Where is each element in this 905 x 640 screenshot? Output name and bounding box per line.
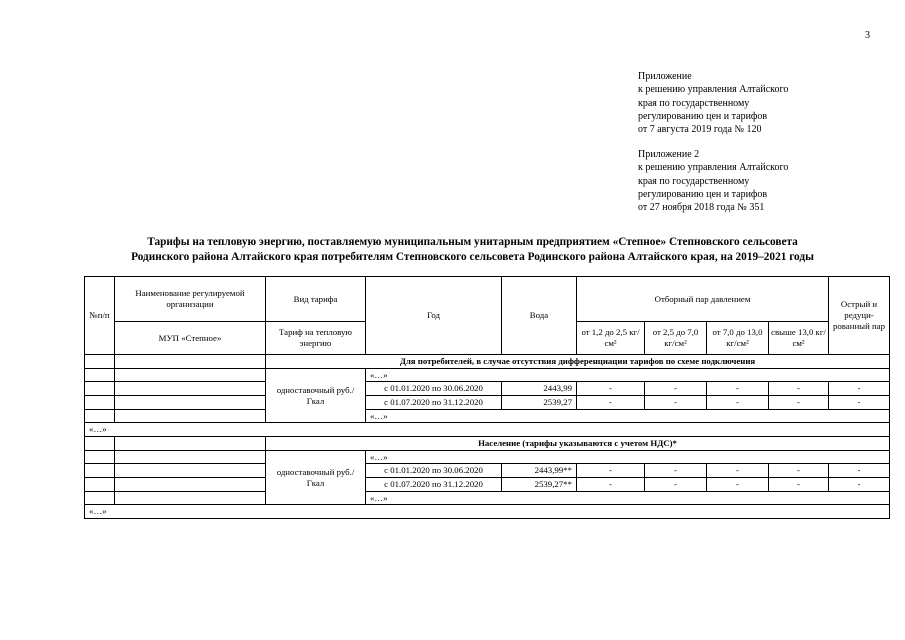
appendix-line: края по государственному — [638, 175, 750, 187]
header-steam-col-4: свыше 13,0 кг/см² — [769, 322, 829, 355]
steam-cell: - — [707, 478, 769, 492]
ellipsis-row — [85, 423, 890, 437]
document-title — [60, 235, 885, 265]
header-steam-col-2: от 2,5 до 7,0 кг/см² — [645, 322, 707, 355]
period-cell: с 01.07.2020 по 31.12.2020 — [366, 478, 502, 492]
sharp-cell: - — [829, 464, 890, 478]
appendix-line: от 7 августа 2019 года № 120 — [638, 124, 762, 136]
section-title-row — [85, 437, 890, 451]
tariff-table — [84, 276, 890, 519]
section-title: Для потребителей, в случае отсутствия дифференциации тарифов по схеме подключения — [266, 355, 890, 369]
steam-cell: - — [769, 382, 829, 396]
steam-cell: - — [707, 464, 769, 478]
water-cell: 2539,27** — [502, 478, 577, 492]
header-sharp-steam: Острый и редуци-рованный пар — [829, 277, 890, 355]
sharp-cell: - — [829, 478, 890, 492]
steam-cell: - — [645, 382, 707, 396]
steam-cell: - — [769, 464, 829, 478]
appendix-line: края по государственному — [638, 97, 750, 109]
org-name: МУП «Степное» — [115, 322, 266, 355]
appendix-line: регулированию цен и тарифов — [638, 188, 768, 200]
appendix-2-note — [638, 148, 788, 214]
header-num: №п/п — [85, 277, 115, 355]
water-cell: 2539,27 — [502, 396, 577, 410]
steam-cell: - — [577, 382, 645, 396]
table-row — [85, 451, 890, 464]
steam-cell: - — [707, 396, 769, 410]
header-tariff-type: Вид тарифа — [266, 277, 366, 322]
header-row — [85, 277, 890, 322]
ellipsis-cell: «…» — [85, 505, 890, 519]
org-tariff-type: Тариф на тепловую энергию — [266, 322, 366, 355]
steam-cell: - — [577, 396, 645, 410]
table-row — [85, 478, 890, 492]
appendix-line: Приложение 2 — [638, 149, 700, 160]
table-row — [85, 396, 890, 410]
ellipsis-cell: «…» — [85, 423, 890, 437]
header-steam-col-1: от 1,2 до 2,5 кг/см² — [577, 322, 645, 355]
period-cell: с 01.07.2020 по 31.12.2020 — [366, 396, 502, 410]
steam-cell: - — [769, 396, 829, 410]
steam-cell: - — [707, 382, 769, 396]
table-row — [85, 369, 890, 382]
appendix-line: регулированию цен и тарифов — [638, 110, 768, 122]
table-row — [85, 410, 890, 423]
steam-cell: - — [769, 478, 829, 492]
ellipsis-cell: «…» — [366, 451, 890, 464]
header-steam-col-3: от 7,0 до 13,0 кг/см² — [707, 322, 769, 355]
period-cell: с 01.01.2020 по 30.06.2020 — [366, 382, 502, 396]
ellipsis-cell: «…» — [366, 492, 890, 505]
page-number: 3 — [865, 30, 870, 41]
water-cell: 2443,99** — [502, 464, 577, 478]
steam-cell: - — [577, 464, 645, 478]
title-line: Родинского района Алтайского края потребителям Степновского сельсовета Родинского района Алтайского края, на 2019–2021 годы — [131, 251, 814, 263]
appendix-line: к решению управления Алтайского — [638, 84, 789, 96]
tariff-type-cell: одноставочный руб./Гкал — [266, 451, 366, 505]
steam-cell: - — [577, 478, 645, 492]
header-year: Год — [366, 277, 502, 355]
steam-cell: - — [645, 396, 707, 410]
header-org: Наименование регулируемой организации — [115, 277, 266, 322]
steam-cell: - — [645, 464, 707, 478]
ellipsis-row — [85, 505, 890, 519]
tariff-type-cell: одноставочный руб./Гкал — [266, 369, 366, 423]
section-title-row — [85, 355, 890, 369]
water-cell: 2443,99 — [502, 382, 577, 396]
title-line: Тарифы на тепловую энергию, поставляемую муниципальным унитарным предприятием «Степное» Степновского сельсовета — [147, 236, 798, 248]
appendix-line: Приложение — [638, 71, 692, 82]
table-row — [85, 464, 890, 478]
appendix-line: от 27 ноября 2018 года № 351 — [638, 202, 765, 214]
period-cell: с 01.01.2020 по 30.06.2020 — [366, 464, 502, 478]
section-title: Население (тарифы указываются с учетом НДС)* — [266, 437, 890, 451]
sharp-cell: - — [829, 382, 890, 396]
header-water: Вода — [502, 277, 577, 355]
appendix-note — [638, 70, 788, 136]
appendix-line: к решению управления Алтайского — [638, 162, 789, 174]
table-row — [85, 492, 890, 505]
steam-cell: - — [645, 478, 707, 492]
ellipsis-cell: «…» — [366, 410, 890, 423]
ellipsis-cell: «…» — [366, 369, 890, 382]
table-row — [85, 382, 890, 396]
header-steam: Отборный пар давлением — [577, 277, 829, 322]
sharp-cell: - — [829, 396, 890, 410]
